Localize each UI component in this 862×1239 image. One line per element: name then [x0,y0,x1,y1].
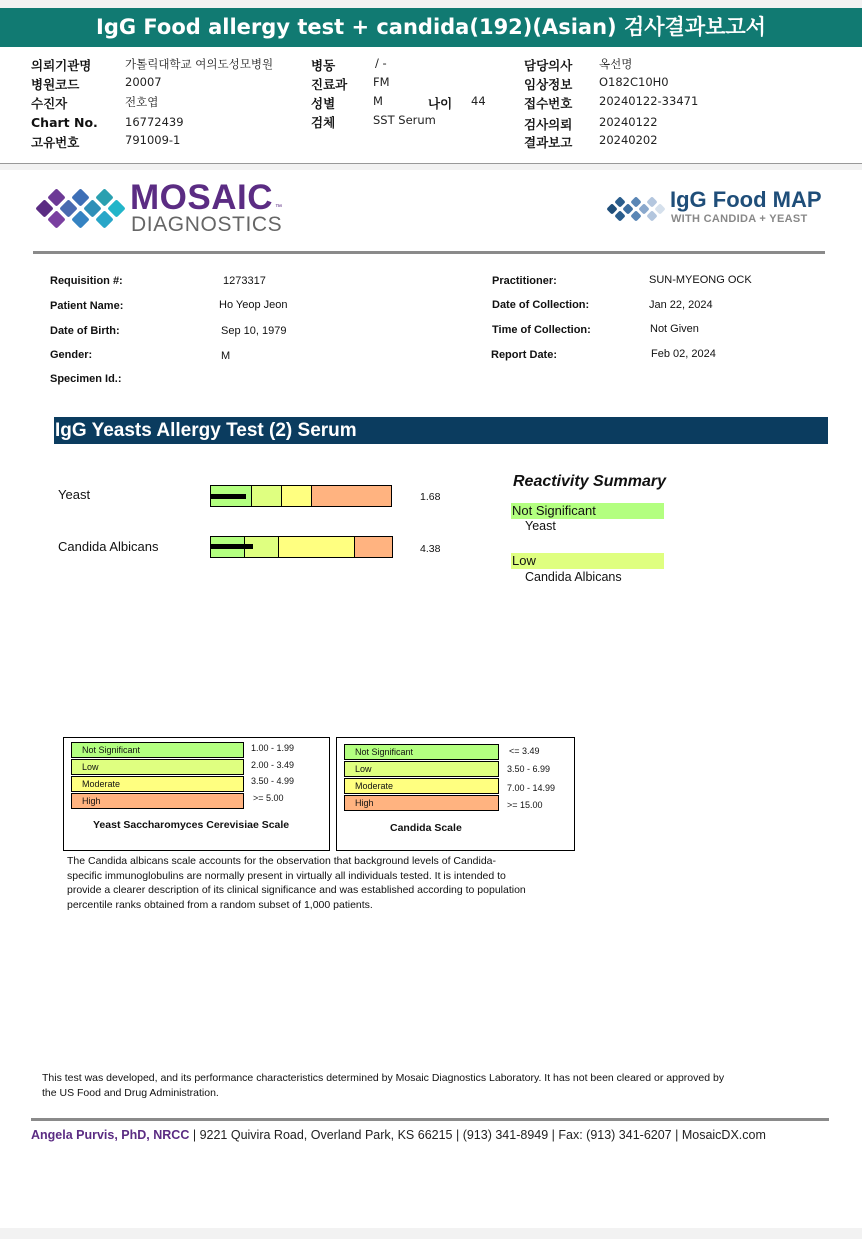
candida-scale-range: 7.00 - 14.99 [507,783,556,793]
requesting-institution-value: 가톨릭대학교 여의도성모병원 [125,57,274,71]
yeast-scale-box [63,737,330,851]
result-marker-yeast [211,494,246,499]
logo-tm: ™ [275,204,282,211]
summary-level-low: Low [511,553,664,569]
candida-scale-row-not-significant: Not Significant [344,744,499,760]
candida-scale-box [336,737,575,851]
result-name-candida: Candida Albicans [58,539,159,554]
reactivity-summary-title: Reactivity Summary [513,473,666,490]
lab-header-panel [0,47,862,164]
hospital-code-label: 병원코드 [31,77,80,92]
bar-segment-low [252,486,282,506]
test-request-label: 검사의뢰 [524,117,573,132]
practitioner-value: SUN-MYEONG OCK [649,274,752,286]
bar-segment-high [355,537,392,557]
sex-value: M [373,94,383,108]
logo-diamond [614,210,625,221]
mosaic-logo-mark [36,184,124,234]
yeast-scale-range: 2.00 - 3.49 [251,760,295,770]
receipt-no-value: 20240122-33471 [599,94,699,108]
dob-label: Date of Birth: [50,325,120,337]
logo-diamond [630,210,641,221]
dob-value: Sep 10, 1979 [221,325,287,337]
department-value: FM [373,75,390,89]
clinical-info-value: O182C10H0 [599,75,669,89]
summary-level-not-significant: Not Significant [511,503,664,519]
practitioner-label: Practitioner: [492,275,557,287]
hospital-code-value: 20007 [125,75,162,89]
report-date-label: Report Date: [491,349,558,361]
ward-label: 병동 [311,58,336,73]
bar-segment-moderate [282,486,312,506]
patient-label: 수진자 [31,96,68,111]
footer-name: Angela Purvis, PhD, NRCC [31,1128,190,1142]
report-title: IgG Food allergy test + candida(192)(Asian) 검사결과보고서 [0,8,862,47]
candida-scale-range: >= 15.00 [507,800,543,810]
age-label: 나이 [428,96,453,111]
logo-mosaic: MOSAIC [130,178,273,217]
report-page [0,170,862,1228]
footer [31,1128,766,1142]
specimen-value: SST Serum [373,113,436,127]
requisition-value: 1273317 [223,275,266,287]
doctor-label: 담당의사 [524,58,573,73]
patient-name-value: Ho Yeop Jeon [219,299,288,311]
specimen-label: 검체 [311,115,336,130]
candida-scale-range: <= 3.49 [509,746,540,756]
sex-label: 성별 [311,96,336,111]
yeast-scale-range: >= 5.00 [253,793,284,803]
clinical-info-label: 임상정보 [524,77,573,92]
yeast-scale-range: 3.50 - 4.99 [251,776,295,786]
fda-disclaimer: This test was developed, and its performance characteristics determined by Mosaic Diagnostics Laboratory. It has not been cleared or approved by the US Food and Drug Administration. [42,1072,725,1099]
collection-date-label: Date of Collection: [492,299,590,311]
receipt-no-label: 접수번호 [524,96,573,111]
footer-divider [31,1118,829,1121]
bar-segment-moderate [279,537,355,557]
result-report-label: 결과보고 [524,135,573,150]
test-request-value: 20240122 [599,115,658,129]
header-divider [33,251,825,254]
section-title: IgG Yeasts Allergy Test (2) Serum [54,417,828,444]
logo-diagnostics: DIAGNOSTICS [131,213,283,236]
yeast-scale-row-not-significant: Not Significant [71,742,244,758]
collection-time-value: Not Given [650,323,699,335]
bar-segment-high [312,486,391,506]
collection-date-value: Jan 22, 2024 [649,299,713,311]
logo-foodmap: IgG Food MAP [670,187,822,212]
yeast-scale-row-high: High [71,793,244,809]
logo-diamond [654,203,665,214]
report-date-value: Feb 02, 2024 [651,348,716,360]
candida-scale-range: 3.50 - 6.99 [507,764,551,774]
yeast-scale-row-moderate: Moderate [71,776,244,792]
candida-scale-row-low: Low [344,761,499,777]
requesting-institution-label: 의뢰기관명 [31,58,92,73]
age-value: 44 [471,94,486,108]
candida-scale-row-high: High [344,795,499,811]
summary-item-candida: Candida Albicans [525,570,622,584]
chart-no-label: Chart No. [31,115,98,130]
specimen-id-label: Specimen Id.: [50,373,122,385]
candida-scale-row-moderate: Moderate [344,778,499,794]
department-label: 진료과 [311,77,348,92]
unique-id-value: 791009-1 [125,133,181,147]
collection-time-label: Time of Collection: [492,324,591,336]
doctor-value: 옥선명 [599,57,633,71]
result-marker-candida [211,544,253,549]
yeast-scale-range: 1.00 - 1.99 [251,743,295,753]
summary-item-yeast: Yeast [525,519,556,533]
gender-label: Gender: [50,349,93,361]
gender-value: M [221,350,231,362]
patient-value: 전호엽 [125,95,159,109]
yeast-scale-row-low: Low [71,759,244,775]
logo-foodmap-sub: WITH CANDIDA + YEAST [671,213,808,225]
candida-scale-note: The Candida albicans scale accounts for the observation that background levels of Candida-specific immunoglobulins are normally present in virtually all individuals tested. It is intended to provide a clearer description of its clinical significance and was established according to population percentile ranks obtained from a random subset of 1,000 patients. [67,855,526,911]
result-name-yeast: Yeast [58,487,91,502]
result-report-value: 20240202 [599,133,658,147]
unique-id-label: 고유번호 [31,135,80,150]
patient-name-label: Patient Name: [50,300,124,312]
result-value-yeast: 1.68 [420,491,441,503]
foodmap-logo-mark [605,192,665,228]
ward-value: / - [375,56,387,70]
yeast-scale-caption: Yeast Saccharomyces Cerevisiae Scale [93,819,290,831]
result-value-candida: 4.38 [420,543,441,555]
logo-diamond [646,210,657,221]
candida-scale-caption: Candida Scale [390,822,462,834]
requisition-label: Requisition #: [50,275,123,287]
footer-address: | 9221 Quivira Road, Overland Park, KS 66215 | (913) 341-8949 | Fax: (913) 341-6207 | MosaicDX.com [192,1128,766,1142]
chart-no-value: 16772439 [125,115,184,129]
